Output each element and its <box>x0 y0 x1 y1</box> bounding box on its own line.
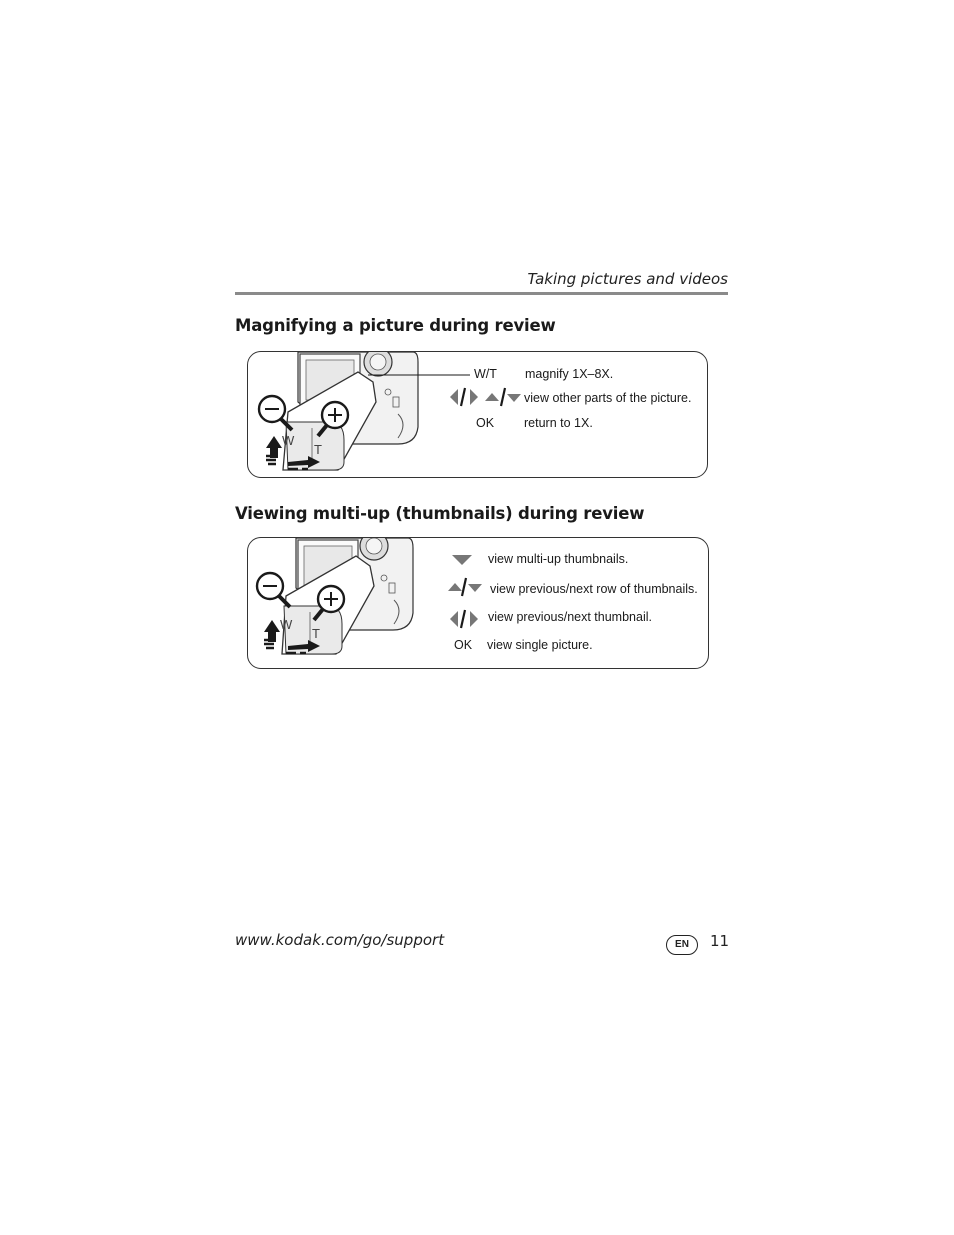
multiup-instruction-panel <box>247 537 709 669</box>
camera-zoom-illustration <box>248 538 708 668</box>
running-header: Taking pictures and videos <box>527 270 728 288</box>
section-title-magnify: Magnifying a picture during review <box>235 316 556 335</box>
magnify-action-text: magnify 1X–8X. <box>525 367 614 381</box>
page-number: 11 <box>710 932 730 950</box>
header-divider <box>235 292 728 295</box>
four-way-arrows-icon <box>448 386 523 408</box>
row-nav-action-text: view previous/next row of thumbnails. <box>490 582 698 596</box>
zoom-key-label: W/T <box>474 367 497 381</box>
pan-action-text: view other parts of the picture. <box>524 391 692 405</box>
tele-label: T <box>314 442 322 457</box>
support-url: www.kodak.com/go/support <box>235 931 445 949</box>
wide-label: W <box>280 617 293 632</box>
multiup-action-text: view multi-up thumbnails. <box>488 552 629 566</box>
thumbnail-nav-action-text: view previous/next thumbnail. <box>488 610 652 624</box>
left-right-arrows-icon <box>448 608 480 630</box>
down-arrow-icon <box>450 552 474 568</box>
language-badge: EN <box>666 935 698 955</box>
wide-label: W <box>282 433 295 448</box>
single-picture-action-text: view single picture. <box>487 638 593 652</box>
magnify-instruction-panel <box>247 351 708 478</box>
reset-zoom-action-text: return to 1X. <box>524 416 593 430</box>
ok-key-label: OK <box>454 638 473 652</box>
tele-label: T <box>312 626 320 641</box>
section-title-multiup: Viewing multi-up (thumbnails) during review <box>235 504 645 523</box>
ok-key-label: OK <box>476 416 495 430</box>
up-down-arrows-icon <box>446 576 484 598</box>
